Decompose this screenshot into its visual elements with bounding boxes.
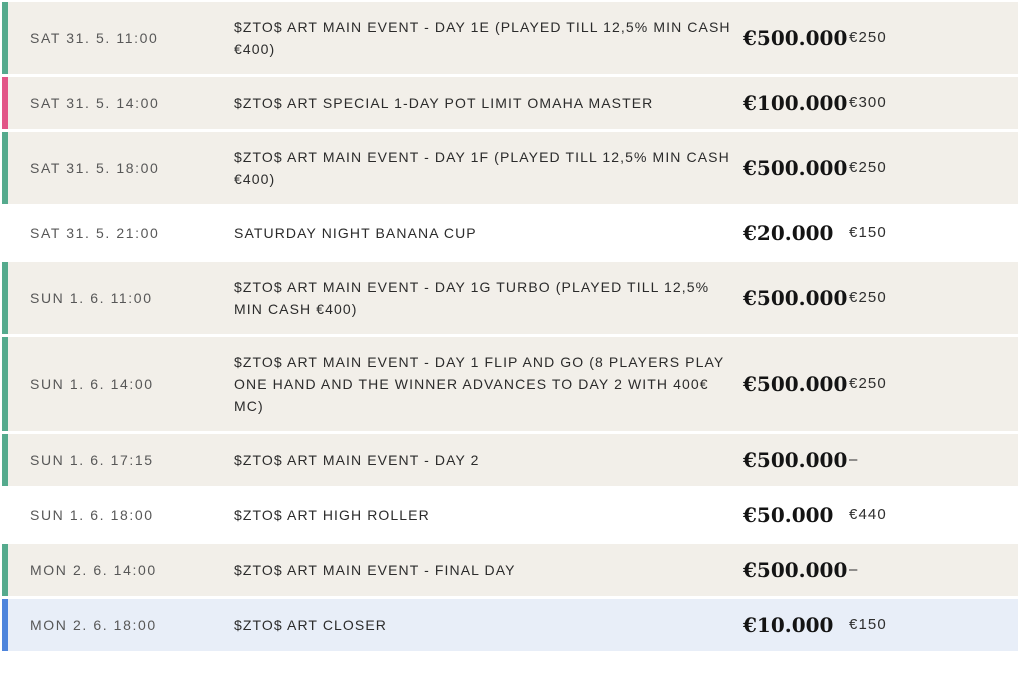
tournament-row[interactable]: [2, 77, 1018, 129]
row-datetime: SAT 31. 5. 18:00: [30, 160, 160, 176]
row-event-title: $ZTO$ ART MAIN EVENT - DAY 1G TURBO (PLAYED TILL 12,5% MIN CASH €400): [234, 279, 710, 317]
row-event-title: $ZTO$ ART CLOSER: [234, 617, 387, 633]
row-datetime: SAT 31. 5. 14:00: [30, 95, 160, 111]
row-event-title: $ZTO$ ART MAIN EVENT - DAY 2: [234, 452, 480, 468]
row-datetime: SAT 31. 5. 11:00: [30, 30, 159, 46]
row-datetime: MON 2. 6. 14:00: [30, 562, 157, 578]
row-buyin-amount: €250: [849, 375, 887, 392]
tournament-row[interactable]: [2, 337, 1018, 431]
row-event-title: $ZTO$ ART MAIN EVENT - DAY 1E (PLAYED TILL 12,5% MIN CASH €400): [234, 19, 731, 57]
row-guarantee-amount: €500.000: [743, 448, 848, 472]
row-buyin-amount: €440: [849, 506, 887, 523]
row-buyin-amount: €300: [849, 94, 887, 111]
row-buyin-amount: –: [849, 561, 859, 578]
row-event-title: $ZTO$ ART MAIN EVENT - FINAL DAY: [234, 562, 516, 578]
row-guarantee-amount: €10.000: [743, 613, 834, 637]
row-guarantee-amount: €50.000: [743, 503, 834, 527]
row-event-title: $ZTO$ ART HIGH ROLLER: [234, 507, 430, 523]
row-buyin-amount: €250: [849, 29, 887, 46]
row-datetime: SUN 1. 6. 17:15: [30, 452, 154, 468]
row-buyin-amount: €250: [849, 289, 887, 306]
row-datetime: SUN 1. 6. 18:00: [30, 507, 154, 523]
row-guarantee-amount: €100.000: [743, 91, 848, 115]
tournament-row[interactable]: [2, 2, 1018, 74]
row-event-title: $ZTO$ ART MAIN EVENT - DAY 1F (PLAYED TILL 12,5% MIN CASH €400): [234, 149, 730, 187]
tournament-row[interactable]: [2, 434, 1018, 486]
tournament-row[interactable]: [2, 489, 1018, 541]
tournament-row[interactable]: [2, 262, 1018, 334]
row-guarantee-amount: €500.000: [743, 286, 848, 310]
row-buyin-amount: €250: [849, 159, 887, 176]
tournament-row[interactable]: [2, 599, 1018, 651]
tournament-row[interactable]: [2, 207, 1018, 259]
row-guarantee-amount: €500.000: [743, 26, 848, 50]
row-guarantee-amount: €20.000: [743, 221, 834, 245]
row-event-title: $ZTO$ ART MAIN EVENT - DAY 1 FLIP AND GO (8 PLAYERS PLAY ONE HAND AND THE WINNER ADVANCES TO DAY 2 WITH 400€ MC): [234, 354, 725, 414]
row-guarantee-amount: €500.000: [743, 558, 848, 582]
row-guarantee-amount: €500.000: [743, 156, 848, 180]
row-guarantee-amount: €500.000: [743, 372, 848, 396]
tournament-schedule-table: [2, 2, 1018, 651]
row-buyin-amount: –: [849, 451, 859, 468]
row-datetime: SUN 1. 6. 11:00: [30, 290, 153, 306]
row-event-title: $ZTO$ ART SPECIAL 1-DAY POT LIMIT OMAHA MASTER: [234, 95, 654, 111]
row-datetime: SAT 31. 5. 21:00: [30, 225, 160, 241]
row-datetime: SUN 1. 6. 14:00: [30, 376, 154, 392]
row-event-title: SATURDAY NIGHT BANANA CUP: [234, 225, 477, 241]
tournament-row[interactable]: [2, 544, 1018, 596]
row-buyin-amount: €150: [849, 224, 887, 241]
row-buyin-amount: €150: [849, 616, 887, 633]
tournament-row[interactable]: [2, 132, 1018, 204]
row-datetime: MON 2. 6. 18:00: [30, 617, 157, 633]
